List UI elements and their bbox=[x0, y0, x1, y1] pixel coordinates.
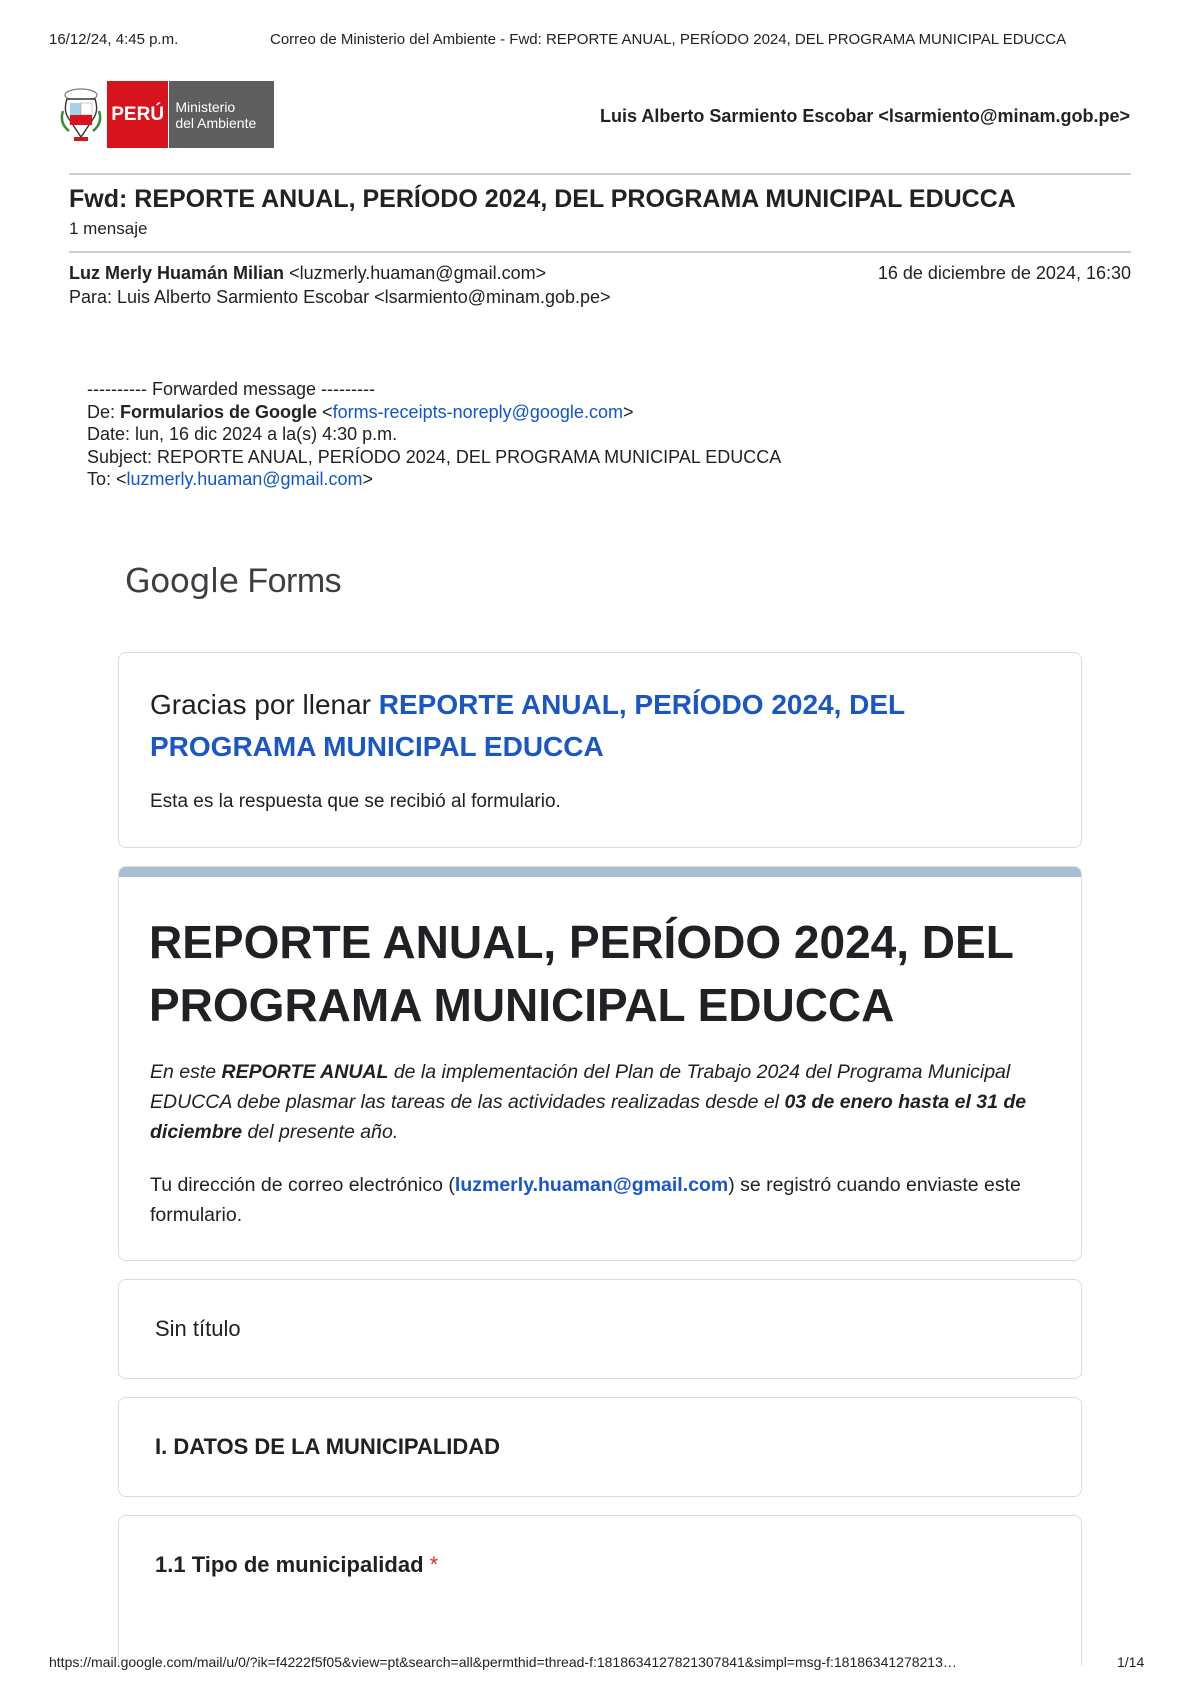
email-note-prefix: Tu dirección de correo electrónico ( bbox=[150, 1174, 455, 1196]
forwarded-subject: Subject: REPORTE ANUAL, PERÍODO 2024, DEL PROGRAMA MUNICIPAL EDUCCA bbox=[87, 446, 782, 467]
google-forms-logo-google: Google bbox=[125, 561, 239, 600]
print-url: https://mail.google.com/mail/u/0/?ik=f4222f5f05&view=pt&search=all&permthid=thread-f:1818634127821307841&simpl=msg-f:18186341278213… bbox=[49, 1654, 957, 1670]
form-header-card bbox=[118, 866, 1082, 1261]
desc-part: del presente año. bbox=[242, 1121, 399, 1143]
message-to: Para: Luis Alberto Sarmiento Escobar <lsarmiento@minam.gob.pe> bbox=[69, 287, 611, 307]
sender-email: <luzmerly.huaman@gmail.com> bbox=[289, 263, 547, 283]
section-card-untitled bbox=[118, 1279, 1082, 1379]
print-page-number: 1/14 bbox=[1117, 1654, 1145, 1670]
logo-ministry-line2: del Ambiente bbox=[175, 114, 257, 131]
forwarded-from-label: De: bbox=[87, 401, 121, 422]
thanks-subtitle: Esta es la respuesta que se recibió al formulario. bbox=[150, 791, 561, 812]
logo-ministry-line1: Ministerio bbox=[175, 98, 236, 115]
question-label: 1.1 Tipo de municipalidad bbox=[155, 1552, 424, 1577]
form-title: REPORTE ANUAL, PERÍODO 2024, DEL PROGRAMA MUNICIPAL EDUCCA bbox=[149, 916, 1013, 1031]
message-count: 1 mensaje bbox=[69, 219, 148, 238]
thanks-card bbox=[118, 652, 1082, 848]
print-datetime: 16/12/24, 4:45 p.m. bbox=[49, 31, 179, 48]
forwarded-to-email-link[interactable]: luzmerly.huaman@gmail.com bbox=[126, 469, 363, 489]
forwarded-to: To: <luzmerly.huaman@gmail.com> bbox=[87, 469, 374, 489]
desc-bold: 03 de enero hasta el 31 de diciembre bbox=[150, 1091, 1027, 1143]
account-identity: Luis Alberto Sarmiento Escobar <lsarmiento@minam.gob.pe> bbox=[599, 106, 1130, 126]
section-card-datos bbox=[118, 1397, 1082, 1497]
divider bbox=[69, 251, 1131, 253]
thanks-prefix: Gracias por llenar bbox=[150, 689, 379, 720]
print-title: Correo de Ministerio del Ambiente - Fwd: REPORTE ANUAL, PERÍODO 2024, DEL PROGRAMA MUNICIPAL EDUCCA bbox=[270, 31, 1067, 48]
forwarded-from: De: Formularios de Google <forms-receipts-noreply@google.com> bbox=[87, 401, 634, 422]
section-title: I. DATOS DE LA MUNICIPALIDAD bbox=[155, 1434, 501, 1459]
forwarded-from-email-link[interactable]: forms-receipts-noreply@google.com bbox=[332, 401, 623, 422]
desc-part: de la implementación del Plan de Trabajo 2024 del Programa Municipal EDUCCA debe plasmar las tareas de las actividades realizadas desde el bbox=[150, 1061, 1011, 1113]
desc-bold: REPORTE ANUAL bbox=[221, 1061, 389, 1083]
required-marker: * bbox=[429, 1552, 439, 1577]
ministry-logo bbox=[59, 81, 274, 148]
email-note-suffix: ) se registró cuando enviaste este formulario. bbox=[150, 1174, 1021, 1226]
google-forms-logo bbox=[125, 561, 341, 601]
divider bbox=[69, 173, 1131, 175]
question-title bbox=[155, 1552, 438, 1578]
form-accent-band bbox=[119, 867, 1081, 877]
forwarded-header-block bbox=[87, 378, 781, 491]
respondent-email-link[interactable]: luzmerly.huaman@gmail.com bbox=[454, 1174, 729, 1196]
thanks-heading bbox=[150, 684, 1030, 768]
question-card bbox=[118, 1515, 1082, 1665]
forwarded-date: Date: lun, 16 dic 2024 a la(s) 4:30 p.m. bbox=[87, 424, 398, 444]
thread-subject: Fwd: REPORTE ANUAL, PERÍODO 2024, DEL PROGRAMA MUNICIPAL EDUCCA bbox=[69, 185, 1016, 213]
logo-peru-label: PERÚ bbox=[107, 81, 168, 148]
email-recorded-note bbox=[150, 1170, 1055, 1230]
form-name-link[interactable]: REPORTE ANUAL, PERÍODO 2024, DEL PROGRAMA MUNICIPAL EDUCCA bbox=[150, 689, 905, 762]
desc-part: En este bbox=[150, 1061, 222, 1083]
coat-of-arms-icon bbox=[59, 81, 103, 148]
sender-name: Luz Merly Huamán Milian bbox=[69, 263, 285, 283]
message-date: 16 de diciembre de 2024, 16:30 bbox=[877, 263, 1131, 283]
logo-ministry-label bbox=[168, 81, 274, 148]
form-description bbox=[150, 1057, 1055, 1147]
google-forms-logo-forms: Forms bbox=[238, 562, 342, 600]
message-from bbox=[69, 263, 546, 284]
section-title: Sin título bbox=[155, 1316, 241, 1341]
forwarded-from-name: Formularios de Google bbox=[120, 401, 318, 422]
forwarded-separator: ---------- Forwarded message --------- bbox=[87, 379, 375, 399]
forwarded-to-label: To: bbox=[87, 469, 117, 489]
